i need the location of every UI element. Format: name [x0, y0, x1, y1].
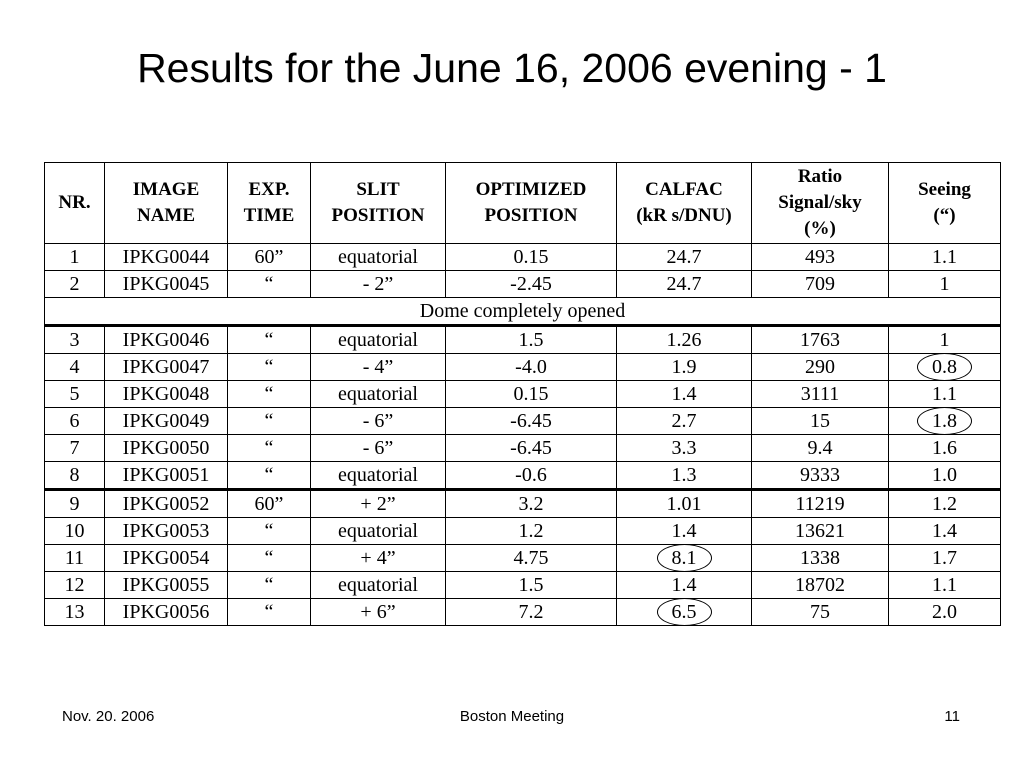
table-cell-seeing — [889, 490, 1001, 518]
dome-note: Dome completely opened — [45, 298, 1001, 326]
table-row — [45, 271, 1001, 298]
cell-value: 18702 — [795, 574, 845, 596]
cell-value: equatorial — [338, 464, 418, 486]
table-row — [45, 599, 1001, 626]
table-cell-exp — [228, 244, 311, 271]
cell-value: 2.7 — [671, 410, 697, 432]
column-header — [228, 163, 311, 244]
cell-value: 2 — [69, 273, 80, 295]
cell-value: 1.0 — [932, 464, 957, 486]
table-cell-nr — [45, 381, 105, 408]
cell-value: 1.4 — [671, 574, 697, 596]
table-row — [45, 518, 1001, 545]
cell-value: IPKG0051 — [122, 464, 210, 486]
cell-value: “ — [264, 356, 274, 378]
cell-value: IPKG0055 — [122, 574, 210, 596]
column-header-line: NAME — [136, 205, 196, 226]
cell-value: 3.2 — [518, 493, 544, 515]
table-header-row — [45, 163, 1001, 244]
results-table-container — [44, 162, 1000, 626]
cell-value: - 2” — [362, 273, 394, 295]
table-cell-image — [105, 326, 228, 354]
table-cell-slit — [311, 326, 446, 354]
cell-value: 75 — [810, 601, 830, 623]
table-cell-slit — [311, 271, 446, 298]
table-cell-seeing — [889, 271, 1001, 298]
cell-value: “ — [264, 410, 274, 432]
cell-value: 1.2 — [518, 520, 544, 542]
column-header-line: Signal/sky — [778, 192, 862, 213]
table-cell-ratio — [752, 599, 889, 626]
cell-value: “ — [264, 464, 274, 486]
table-row — [45, 435, 1001, 462]
table-cell-exp — [228, 572, 311, 599]
table-cell-seeing — [889, 545, 1001, 572]
table-cell-image — [105, 545, 228, 572]
cell-value: 9.4 — [807, 437, 833, 459]
table-cell-ratio — [752, 462, 889, 490]
cell-value: 1.7 — [932, 547, 957, 569]
cell-value: 15 — [810, 410, 830, 432]
table-cell-opt — [446, 435, 617, 462]
cell-value: 290 — [805, 356, 835, 378]
circled-value: 0.8 — [917, 353, 972, 381]
table-cell-opt — [446, 599, 617, 626]
cell-value: IPKG0045 — [122, 273, 210, 295]
table-cell-calfac — [617, 326, 752, 354]
cell-value: “ — [264, 547, 274, 569]
table-cell-opt — [446, 545, 617, 572]
table-cell-exp — [228, 381, 311, 408]
table-cell-slit — [311, 462, 446, 490]
table-cell-calfac — [617, 381, 752, 408]
table-cell-image — [105, 572, 228, 599]
slide-title: Results for the June 16, 2006 evening - 1 — [137, 45, 887, 91]
cell-value: IPKG0054 — [122, 547, 210, 569]
cell-value: 1.1 — [932, 574, 957, 596]
cell-value: -2.45 — [510, 273, 552, 295]
cell-value: IPKG0046 — [122, 329, 210, 351]
cell-value: 0.15 — [513, 246, 549, 268]
cell-value: equatorial — [338, 383, 418, 405]
cell-value: 1.5 — [518, 574, 544, 596]
cell-value: 9333 — [800, 464, 840, 486]
cell-value: 4 — [69, 356, 80, 378]
table-cell-nr — [45, 545, 105, 572]
cell-value: 1 — [939, 329, 950, 351]
table-cell-ratio — [752, 354, 889, 381]
cell-value: “ — [264, 273, 274, 295]
cell-value: 709 — [805, 273, 835, 295]
table-row — [45, 462, 1001, 490]
cell-value: 11 — [64, 547, 85, 569]
cell-value: 8 — [69, 464, 80, 486]
table-cell-exp — [228, 490, 311, 518]
cell-value: 3 — [69, 329, 80, 351]
cell-value: 1.5 — [518, 329, 544, 351]
cell-value: “ — [264, 574, 274, 596]
cell-value: 1.26 — [666, 329, 702, 351]
column-header — [752, 163, 889, 244]
table-row — [45, 490, 1001, 518]
table-cell-image — [105, 599, 228, 626]
cell-value: 1763 — [800, 329, 840, 351]
table-cell-slit — [311, 381, 446, 408]
table-cell-image — [105, 462, 228, 490]
cell-value: 1.3 — [671, 464, 697, 486]
table-cell-opt — [446, 490, 617, 518]
table-cell-image — [105, 354, 228, 381]
table-cell-calfac — [617, 271, 752, 298]
cell-value: 60” — [254, 246, 284, 268]
table-cell-ratio — [752, 435, 889, 462]
table-cell-calfac — [617, 354, 752, 381]
column-header — [105, 163, 228, 244]
cell-value: 13 — [64, 601, 85, 623]
column-header-line: (“) — [933, 205, 956, 226]
table-cell-seeing — [889, 354, 1001, 381]
column-header-line: POSITION — [331, 205, 425, 226]
table-row — [45, 381, 1001, 408]
table-cell-opt — [446, 326, 617, 354]
results-table — [44, 162, 1001, 626]
cell-value: 3111 — [800, 383, 840, 405]
table-row — [45, 572, 1001, 599]
circled-value: 1.8 — [917, 407, 972, 435]
table-cell-seeing — [889, 462, 1001, 490]
table-cell-nr — [45, 599, 105, 626]
cell-value: 3.3 — [671, 437, 697, 459]
table-cell-calfac — [617, 244, 752, 271]
table-cell-opt — [446, 244, 617, 271]
cell-value: 2.0 — [932, 601, 957, 623]
table-cell-slit — [311, 572, 446, 599]
cell-value: 9 — [69, 493, 80, 515]
cell-value: + 2” — [360, 493, 396, 515]
cell-value: 1.01 — [666, 493, 702, 515]
table-cell-image — [105, 244, 228, 271]
cell-value: -6.45 — [510, 437, 552, 459]
table-cell-calfac — [617, 490, 752, 518]
cell-value: 7 — [69, 437, 80, 459]
table-cell-nr — [45, 354, 105, 381]
table-cell-ratio — [752, 244, 889, 271]
cell-value: - 4” — [362, 356, 394, 378]
cell-value: IPKG0050 — [122, 437, 210, 459]
cell-value: “ — [264, 520, 274, 542]
table-row — [45, 408, 1001, 435]
table-cell-image — [105, 381, 228, 408]
circled-value: 8.1 — [657, 544, 712, 572]
table-cell-nr — [45, 462, 105, 490]
table-cell-opt — [446, 462, 617, 490]
table-cell-seeing — [889, 572, 1001, 599]
table-cell-nr — [45, 408, 105, 435]
footer-page-number: 11 — [944, 708, 960, 725]
cell-value: 1.4 — [671, 383, 697, 405]
column-header — [45, 163, 105, 244]
column-header-line: SLIT — [356, 179, 400, 200]
column-header-line: Ratio — [797, 166, 843, 187]
table-cell-ratio — [752, 408, 889, 435]
table-cell-calfac — [617, 545, 752, 572]
column-header-line: EXP. — [248, 179, 290, 200]
table-cell-opt — [446, 572, 617, 599]
column-header — [617, 163, 752, 244]
footer-meeting: Boston Meeting — [459, 708, 565, 725]
column-header — [446, 163, 617, 244]
table-cell-calfac — [617, 599, 752, 626]
table-cell-image — [105, 271, 228, 298]
table-cell-exp — [228, 435, 311, 462]
cell-value: 1.4 — [671, 520, 697, 542]
cell-value: 24.7 — [666, 246, 702, 268]
table-cell-seeing — [889, 326, 1001, 354]
cell-value: IPKG0049 — [122, 410, 210, 432]
table-cell-nr — [45, 518, 105, 545]
cell-value: 1 — [69, 246, 80, 268]
table-cell-exp — [228, 354, 311, 381]
column-header-line: POSITION — [484, 205, 578, 226]
footer-date: Nov. 20. 2006 — [62, 708, 155, 725]
table-cell-exp — [228, 408, 311, 435]
cell-value: “ — [264, 383, 274, 405]
cell-value: 5 — [69, 383, 80, 405]
table-cell-opt — [446, 381, 617, 408]
cell-value: equatorial — [338, 246, 418, 268]
cell-value: 1.2 — [932, 493, 957, 515]
table-cell-image — [105, 408, 228, 435]
cell-value: equatorial — [338, 520, 418, 542]
cell-value: 493 — [805, 246, 835, 268]
cell-value: 1.1 — [932, 383, 957, 405]
cell-value: 11219 — [795, 493, 845, 515]
cell-value: 1.6 — [932, 437, 957, 459]
table-cell-exp — [228, 271, 311, 298]
table-cell-exp — [228, 599, 311, 626]
cell-value: equatorial — [338, 574, 418, 596]
table-cell-image — [105, 490, 228, 518]
table-cell-nr — [45, 572, 105, 599]
column-header — [311, 163, 446, 244]
table-cell-exp — [228, 462, 311, 490]
cell-value: 24.7 — [666, 273, 702, 295]
cell-value: + 4” — [360, 547, 396, 569]
cell-value: - 6” — [362, 437, 394, 459]
table-body — [45, 244, 1001, 626]
table-cell-calfac — [617, 518, 752, 545]
cell-value: 1338 — [800, 547, 840, 569]
cell-value: -6.45 — [510, 410, 552, 432]
column-header-line: CALFAC — [645, 179, 723, 200]
table-cell-opt — [446, 271, 617, 298]
cell-value: 1.4 — [932, 520, 957, 542]
table-cell-opt — [446, 408, 617, 435]
column-header-line: NR. — [58, 192, 91, 213]
cell-value: 12 — [64, 574, 85, 596]
table-cell-image — [105, 435, 228, 462]
table-cell-exp — [228, 518, 311, 545]
table-cell-exp — [228, 326, 311, 354]
table-cell-calfac — [617, 435, 752, 462]
table-cell-seeing — [889, 518, 1001, 545]
table-cell-nr — [45, 326, 105, 354]
cell-value: 1 — [939, 273, 950, 295]
column-header — [889, 163, 1001, 244]
table-row — [45, 545, 1001, 572]
table-cell-nr — [45, 490, 105, 518]
dome-note-row — [45, 298, 1001, 326]
column-header-line: (kR s/DNU) — [636, 205, 732, 226]
table-cell-slit — [311, 354, 446, 381]
column-header-line: TIME — [243, 205, 295, 226]
table-cell-opt — [446, 354, 617, 381]
cell-value: “ — [264, 329, 274, 351]
table-cell-slit — [311, 518, 446, 545]
cell-value: IPKG0044 — [122, 246, 210, 268]
table-cell-opt — [446, 518, 617, 545]
table-cell-seeing — [889, 435, 1001, 462]
cell-value: -4.0 — [515, 356, 547, 378]
table-cell-slit — [311, 408, 446, 435]
cell-value: 1.9 — [671, 356, 697, 378]
cell-value: 1.1 — [932, 246, 957, 268]
column-header-line: IMAGE — [132, 179, 200, 200]
table-cell-seeing — [889, 381, 1001, 408]
table-row — [45, 326, 1001, 354]
cell-value: IPKG0047 — [122, 356, 210, 378]
cell-value: - 6” — [362, 410, 394, 432]
column-header-line: OPTIMIZED — [475, 179, 587, 200]
table-cell-slit — [311, 435, 446, 462]
table-cell-ratio — [752, 326, 889, 354]
cell-value: “ — [264, 437, 274, 459]
cell-value: -0.6 — [515, 464, 547, 486]
cell-value: 10 — [64, 520, 85, 542]
table-cell-seeing — [889, 244, 1001, 271]
table-cell-ratio — [752, 545, 889, 572]
cell-value: “ — [264, 601, 274, 623]
table-cell-calfac — [617, 462, 752, 490]
table-cell-exp — [228, 545, 311, 572]
cell-value: IPKG0048 — [122, 383, 210, 405]
circled-value: 6.5 — [657, 598, 712, 626]
table-row — [45, 244, 1001, 271]
table-cell-slit — [311, 545, 446, 572]
table-cell-ratio — [752, 381, 889, 408]
table-cell-ratio — [752, 490, 889, 518]
table-cell-seeing — [889, 408, 1001, 435]
cell-value: equatorial — [338, 329, 418, 351]
cell-value: 13621 — [795, 520, 845, 542]
cell-value: 6 — [69, 410, 80, 432]
table-cell-ratio — [752, 518, 889, 545]
table-cell-nr — [45, 271, 105, 298]
table-row — [45, 354, 1001, 381]
cell-value: 4.75 — [513, 547, 549, 569]
column-header-line: Seeing — [918, 179, 971, 200]
table-cell-slit — [311, 244, 446, 271]
cell-value: 60” — [254, 493, 284, 515]
table-cell-ratio — [752, 572, 889, 599]
table-cell-nr — [45, 244, 105, 271]
table-cell-image — [105, 518, 228, 545]
table-cell-calfac — [617, 572, 752, 599]
cell-value: 7.2 — [518, 601, 544, 623]
table-cell-calfac — [617, 408, 752, 435]
table-cell-slit — [311, 599, 446, 626]
cell-value: IPKG0052 — [122, 493, 210, 515]
table-cell-seeing — [889, 599, 1001, 626]
cell-value: 0.15 — [513, 383, 549, 405]
table-cell-nr — [45, 435, 105, 462]
cell-value: + 6” — [360, 601, 396, 623]
table-cell-ratio — [752, 271, 889, 298]
cell-value: IPKG0056 — [122, 601, 210, 623]
table-cell-slit — [311, 490, 446, 518]
cell-value: IPKG0053 — [122, 520, 210, 542]
column-header-line: (%) — [804, 218, 836, 239]
